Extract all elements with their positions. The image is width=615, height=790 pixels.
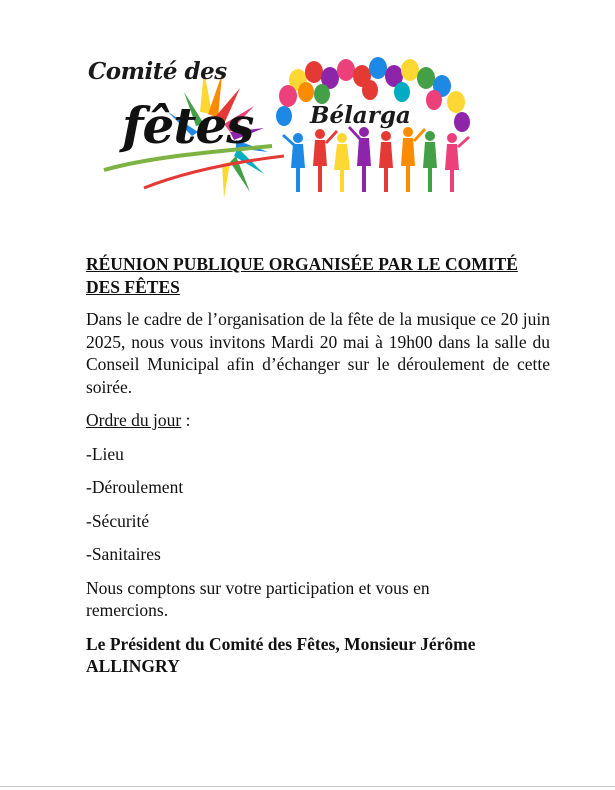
logo-title-line1: Comité des	[88, 58, 227, 85]
page-bottom-divider	[0, 786, 615, 787]
agenda-item: -Lieu	[86, 443, 124, 464]
notice-heading: RÉUNION PUBLIQUE ORGANISÉE PAR LE COMITÉ DES FÊTES	[86, 254, 518, 297]
logo-town-name: Bélarga	[310, 102, 411, 129]
agenda-item: -Déroulement	[86, 477, 184, 497]
agenda-label-colon: :	[181, 410, 191, 430]
closing-paragraph: Nous comptons sur votre participation et vous en remercions.	[86, 577, 430, 620]
logo-title-line2: fêtes	[122, 96, 254, 155]
notice-intro-paragraph: Dans le cadre de l’organisation de la fête de la musique ce 20 juin 2025, nous vous invitons Mardi 20 mai à 19h00 dans la salle du Conseil Municipal afin d’échanger sur le déroulement de cette soirée.	[86, 309, 550, 397]
agenda-label	[86, 409, 550, 432]
notice-body	[86, 253, 550, 678]
agenda-item: -Sanitaires	[86, 544, 161, 564]
signature-line: Le Président du Comité des Fêtes, Monsieur Jérôme ALLINGRY	[86, 633, 476, 676]
red-swoosh	[144, 156, 284, 188]
agenda-item: -Sécurité	[86, 510, 150, 531]
comite-des-fetes-logo	[84, 52, 476, 202]
agenda-label-text: Ordre du jour	[86, 410, 182, 430]
dancing-figures	[282, 126, 470, 192]
